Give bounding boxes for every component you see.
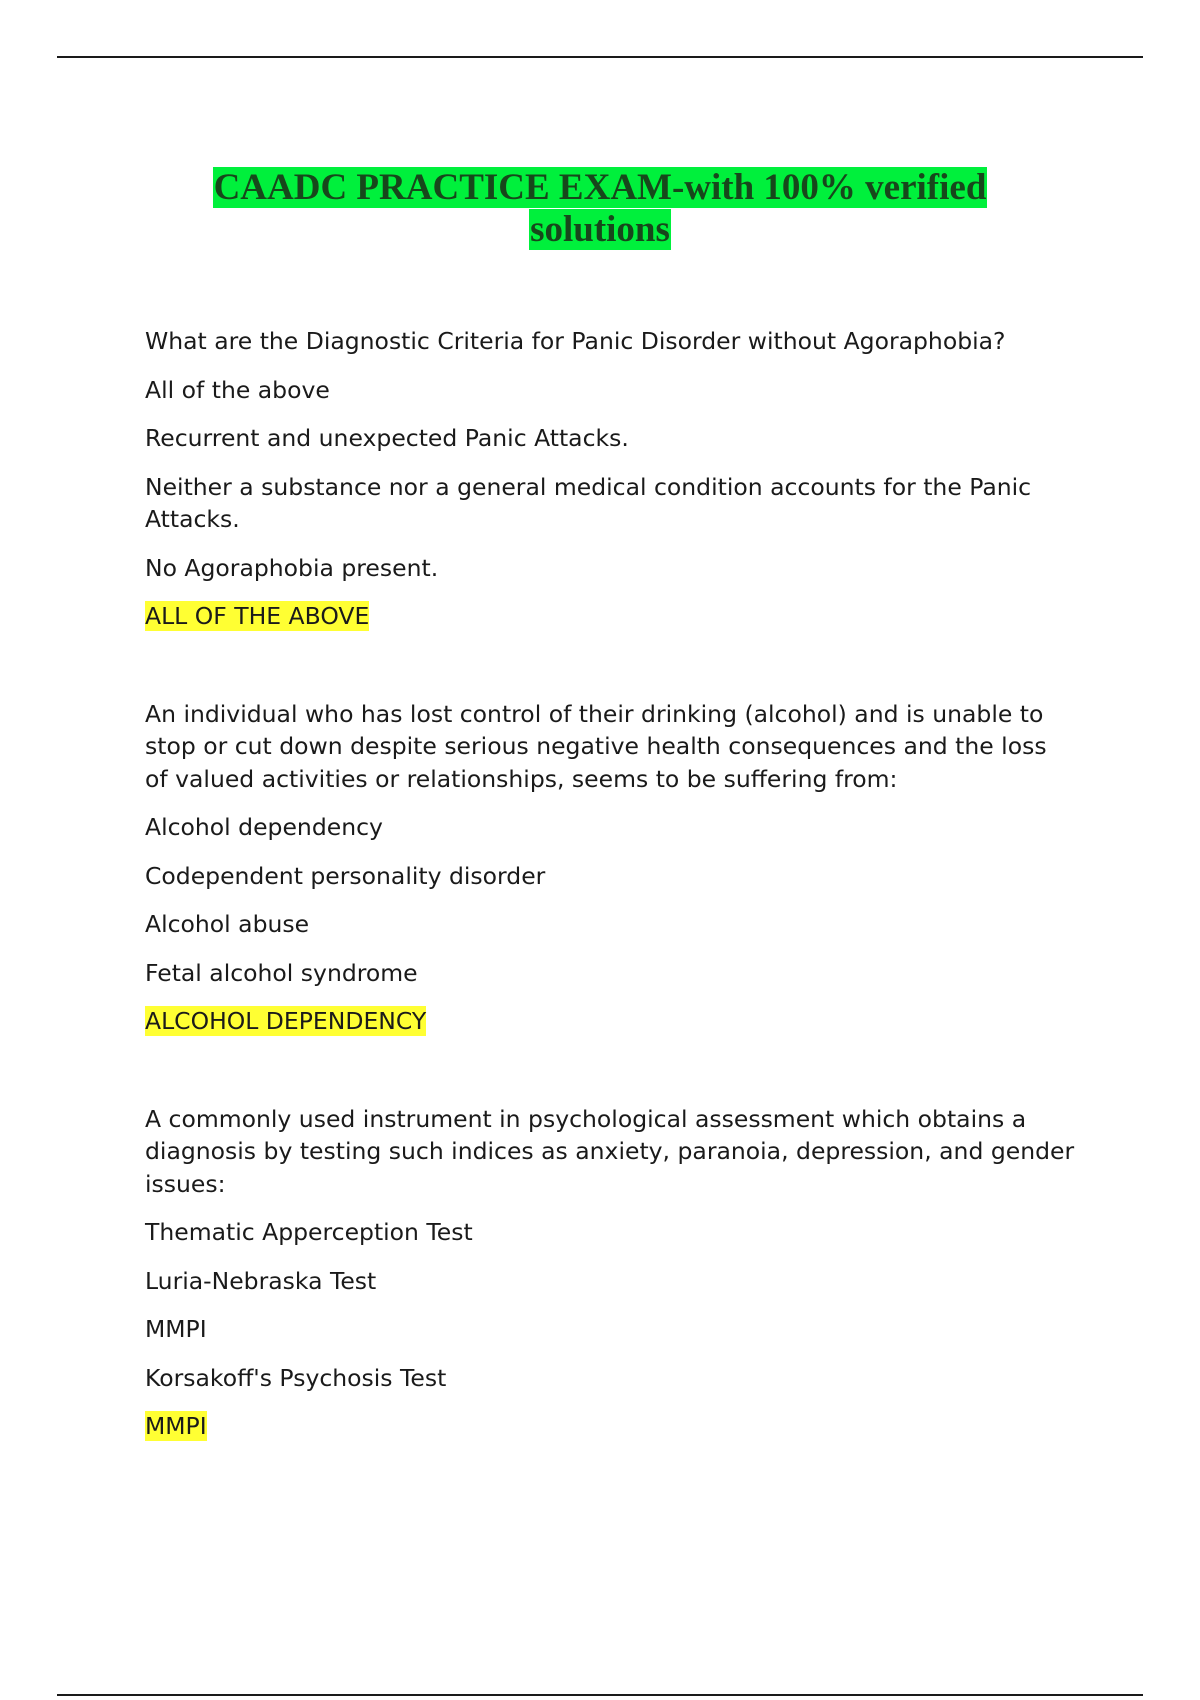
question-text: An individual who has lost control of their drinking (alcohol) and is unable to stop or cut down despite serious negative health consequences and the loss of valued activities or relationships, seems to be suffering from: (145, 699, 1047, 793)
question-text: A commonly used instrument in psychological assessment which obtains a diagnosis by testing such indices as anxiety, paranoia, depression, and gender issues: (145, 1104, 1075, 1198)
correct-answer-text: MMPI (145, 1412, 207, 1440)
answer-option: Alcohol dependency (145, 813, 383, 841)
correct-answer-text: ALCOHOL DEPENDENCY (145, 1007, 427, 1035)
answer-option: No Agoraphobia present. (145, 553, 439, 582)
answer-option: Codependent personality disorder (145, 861, 546, 890)
question-list (145, 325, 1075, 1508)
answer-option: All of the above (145, 375, 330, 404)
question-block-1 (145, 325, 1075, 633)
correct-answer-text: ALL OF THE ABOVE (145, 602, 370, 630)
answer-option: Alcohol abuse (145, 910, 310, 938)
answer-option: Recurrent and unexpected Panic Attacks. (145, 424, 629, 452)
question-block-3 (145, 1103, 1075, 1443)
question-block-2 (145, 698, 1075, 1038)
bottom-rule (57, 1694, 1143, 1696)
answer-option: Fetal alcohol syndrome (145, 958, 418, 987)
correct-answer (145, 1410, 1075, 1443)
top-rule (57, 56, 1143, 58)
answer-option: MMPI (145, 1315, 207, 1343)
document-title-text: CAADC PRACTICE EXAM-with 100% verified solutions (213, 166, 987, 250)
question-text: What are the Diagnostic Criteria for Panic Disorder without Agoraphobia? (145, 327, 1006, 355)
answer-option: Korsakoff's Psychosis Test (145, 1363, 447, 1392)
answer-option: Neither a substance nor a general medical condition accounts for the Panic Attacks. (145, 472, 1032, 533)
correct-answer (145, 1005, 1075, 1038)
answer-option: Thematic Apperception Test (145, 1218, 473, 1246)
document-title (180, 167, 1020, 251)
correct-answer (145, 600, 1075, 633)
answer-option: Luria-Nebraska Test (145, 1266, 377, 1295)
